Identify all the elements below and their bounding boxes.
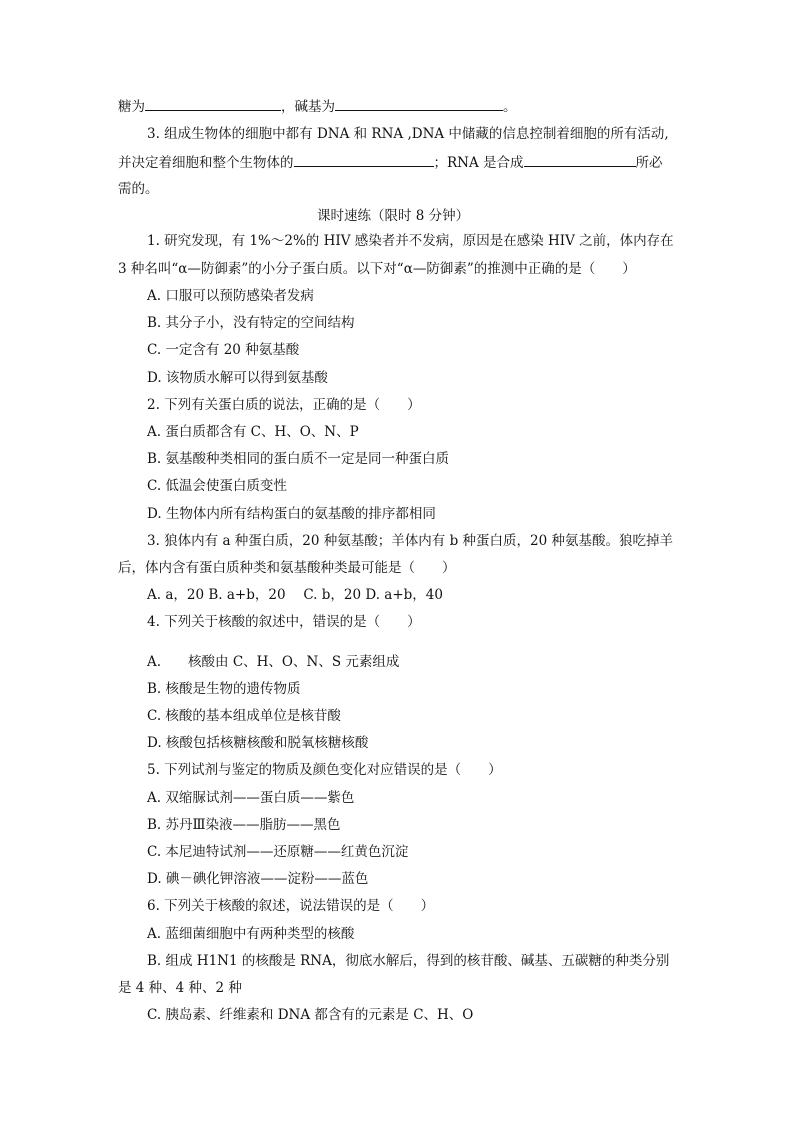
q5-option-d[interactable]: D. 碘－碘化钾溶液——淀粉——蓝色 xyxy=(147,871,369,887)
q4-stem: 4. 下列关于核酸的叙述中，错误的是（ ） xyxy=(147,614,421,630)
q5-option-c[interactable]: C. 本尼迪特试剂——还原糖——红黄色沉淀 xyxy=(147,844,409,860)
q4-option-d[interactable]: D. 核酸包括核糖核酸和脱氧核糖核酸 xyxy=(147,735,369,751)
q2-option-d[interactable]: D. 生物体内所有结构蛋白的氨基酸的排序都相同 xyxy=(147,506,436,522)
q1-stem-line-2: 3 种名叫“α—防御素”的小分子蛋白质。以下对“α—防御素”的推测中正确的是（ ） xyxy=(118,261,636,277)
q3-stem-line-2: 后，体内含有蛋白质种类和氨基酸种类最可能是（ ） xyxy=(118,560,456,576)
item3-text-c: 所必 xyxy=(635,155,663,171)
q6-option-a[interactable]: A. 蓝细菌细胞中有两种类型的核酸 xyxy=(147,926,355,942)
item3-line-3: 需的。 xyxy=(118,181,159,197)
q5-option-b[interactable]: B. 苏丹Ⅲ染液——脂肪——黑色 xyxy=(147,817,341,833)
q1-stem-line-1: 1. 研究发现，有 1%～2%的 HIV 感染者并不发病，原因是在感染 HIV 之前，体内存在 xyxy=(147,233,674,249)
answer-blank-sugar[interactable] xyxy=(145,96,281,111)
text-period: 。 xyxy=(503,99,517,115)
q1-option-a[interactable]: A. 口服可以预防感染者发病 xyxy=(147,288,314,304)
q6-option-c[interactable]: C. 胰岛素、纤维素和 DNA 都含有的元素是 C、H、O xyxy=(147,1007,474,1023)
answer-blank-rna-role[interactable] xyxy=(524,152,636,167)
q2-option-a[interactable]: A. 蛋白质都含有 C、H、O、N、P xyxy=(147,424,359,440)
q1-option-c[interactable]: C. 一定含有 20 种氨基酸 xyxy=(147,342,300,358)
q5-stem: 5. 下列试剂与鉴定的物质及颜色变化对应错误的是（ ） xyxy=(147,762,502,778)
item3-line-2 xyxy=(118,152,663,173)
section-title: 课时速练（限时 8 分钟） xyxy=(317,208,470,224)
q4-option-a[interactable]: A. 核酸由 C、H、O、N、S 元素组成 xyxy=(147,654,400,670)
q6-option-b-line-2[interactable]: 是 4 种、4 种、2 种 xyxy=(118,980,242,996)
item3-line-1: 3. 组成生物体的细胞中都有 DNA 和 RNA ,DNA 中储藏的信息控制着细胞的所有活动, xyxy=(147,126,669,142)
q6-option-b-line-1[interactable]: B. 组成 H1N1 的核酸是 RNA，彻底水解后，得到的核苷酸、碱基、五碳糖的种类分别 xyxy=(147,953,670,969)
item3-text-b: ；RNA 是合成 xyxy=(433,155,524,171)
q6-stem: 6. 下列关于核酸的叙述，说法错误的是（ ） xyxy=(147,898,435,914)
answer-blank-dna-role[interactable] xyxy=(294,152,434,167)
q2-option-c[interactable]: C. 低温会使蛋白质变性 xyxy=(147,478,287,494)
intro-line-1 xyxy=(118,96,517,117)
q2-stem: 2. 下列有关蛋白质的说法，正确的是（ ） xyxy=(147,397,421,413)
q3-options[interactable]: A. a，20 B. a+b，20 C. b，20 D. a+b，40 xyxy=(147,587,443,603)
answer-blank-base[interactable] xyxy=(335,96,503,111)
q1-option-b[interactable]: B. 其分子小，没有特定的空间结构 xyxy=(147,315,355,331)
q4-option-b[interactable]: B. 核酸是生物的遗传物质 xyxy=(147,681,301,697)
q1-option-d[interactable]: D. 该物质水解可以得到氨基酸 xyxy=(147,370,328,386)
text-base-label: ，碱基为 xyxy=(281,99,335,115)
text-sugar-label: 糖为 xyxy=(118,99,145,115)
q4-option-c[interactable]: C. 核酸的基本组成单位是核苷酸 xyxy=(147,708,341,724)
item3-text-a: 并决定着细胞和整个生物体的 xyxy=(118,155,294,171)
q5-option-a[interactable]: A. 双缩脲试剂——蛋白质——紫色 xyxy=(147,790,355,806)
q3-stem-line-1: 3. 狼体内有 a 种蛋白质，20 种氨基酸；羊体内有 b 种蛋白质，20 种氨基酸。狼吃掉羊 xyxy=(147,533,673,549)
q2-option-b[interactable]: B. 氨基酸种类相同的蛋白质不一定是同一种蛋白质 xyxy=(147,451,450,467)
